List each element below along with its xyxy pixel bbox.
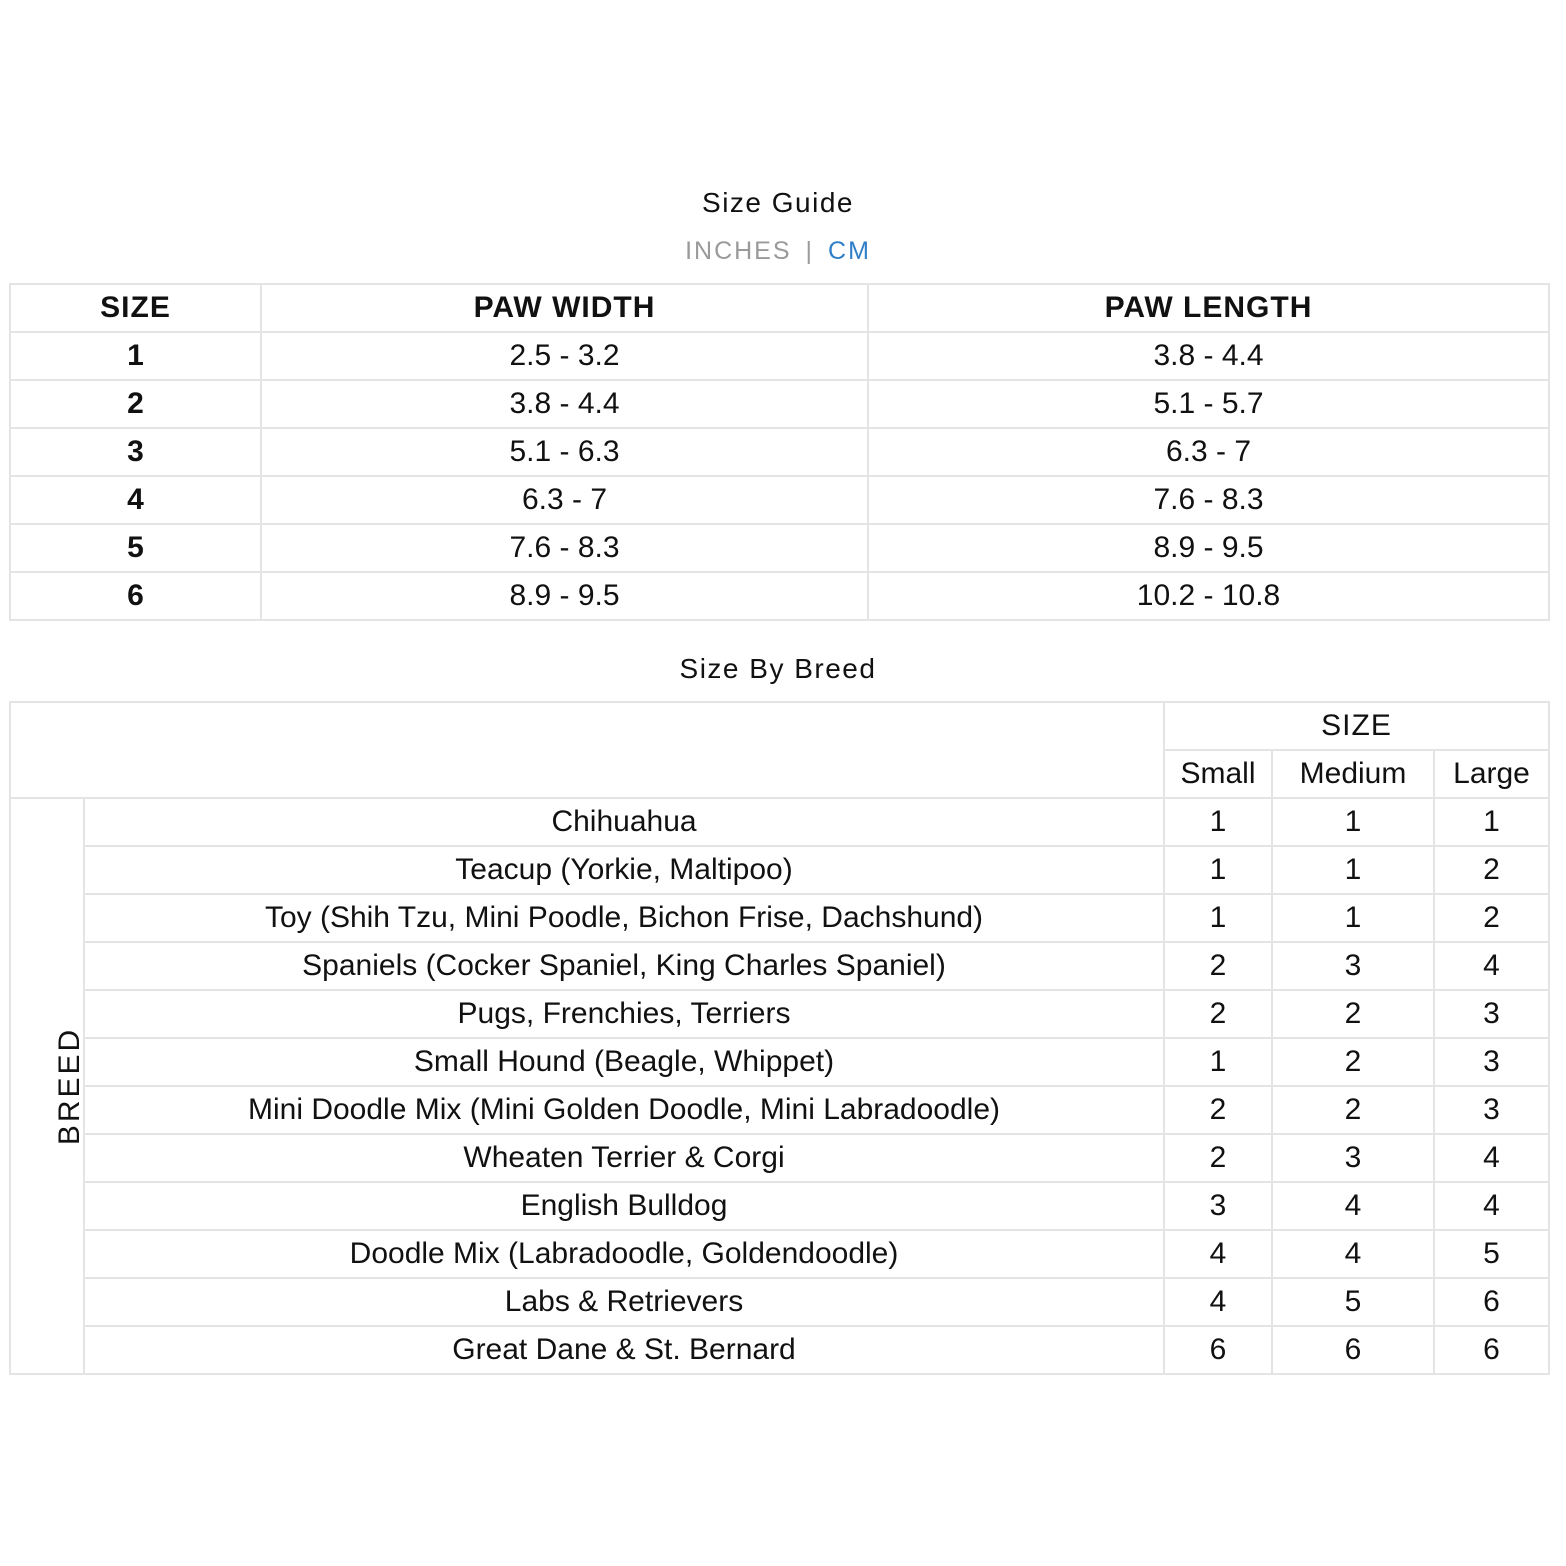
large-size-cell: 4: [1434, 1134, 1549, 1182]
breed-group-label-cell: [10, 798, 87, 1374]
paw-length-cell: 3.8 - 4.4: [868, 332, 1549, 380]
size-guide-title: Size Guide: [702, 187, 854, 218]
small-size-cell: 2: [1164, 1086, 1272, 1134]
small-size-cell: 6: [1164, 1326, 1272, 1374]
breed-name-cell: Spaniels (Cocker Spaniel, King Charles Spaniel): [84, 942, 1164, 990]
breed-name-cell: Doodle Mix (Labradoodle, Goldendoodle): [84, 1230, 1164, 1278]
breed-name-cell: Labs & Retrievers: [84, 1278, 1164, 1326]
breed-size-group-row: [10, 702, 1549, 750]
small-size-cell: 2: [1164, 942, 1272, 990]
breed-name-cell: Small Hound (Beagle, Whippet): [84, 1038, 1164, 1086]
size-group-header: SIZE: [1164, 702, 1549, 750]
table-row: [10, 476, 1549, 524]
table-row: [10, 942, 1549, 990]
large-size-cell: 3: [1434, 990, 1549, 1038]
medium-size-cell: 2: [1272, 1086, 1434, 1134]
size-cell: 3: [10, 428, 261, 476]
medium-size-cell: 5: [1272, 1278, 1434, 1326]
unit-toggle: [0, 237, 1556, 266]
table-row: [10, 572, 1549, 620]
breed-name-cell: Pugs, Frenchies, Terriers: [84, 990, 1164, 1038]
medium-size-cell: 1: [1272, 846, 1434, 894]
small-size-cell: 3: [1164, 1182, 1272, 1230]
large-size-cell: 6: [1434, 1278, 1549, 1326]
medium-size-cell: 2: [1272, 1038, 1434, 1086]
unit-inches-link[interactable]: INCHES: [685, 237, 792, 265]
paw-length-cell: 8.9 - 9.5: [868, 524, 1549, 572]
small-size-cell: 1: [1164, 798, 1272, 846]
medium-size-cell: 1: [1272, 894, 1434, 942]
paw-length-cell: 6.3 - 7: [868, 428, 1549, 476]
table-row: [10, 1182, 1549, 1230]
paw-width-cell: 3.8 - 4.4: [261, 380, 868, 428]
large-size-cell: 3: [1434, 1038, 1549, 1086]
table-row: [10, 894, 1549, 942]
medium-size-cell: 3: [1272, 942, 1434, 990]
breed-name-cell: Mini Doodle Mix (Mini Golden Doodle, Mini Labradoodle): [84, 1086, 1164, 1134]
table-row: [10, 1230, 1549, 1278]
large-size-cell: 5: [1434, 1230, 1549, 1278]
paw-length-cell: 5.1 - 5.7: [868, 380, 1549, 428]
column-medium: Medium: [1272, 750, 1434, 798]
paw-length-cell: 10.2 - 10.8: [868, 572, 1549, 620]
table-row: [10, 428, 1549, 476]
size-cell: 6: [10, 572, 261, 620]
column-large: Large: [1434, 750, 1549, 798]
small-size-cell: 1: [1164, 894, 1272, 942]
small-size-cell: 1: [1164, 846, 1272, 894]
large-size-cell: 2: [1434, 846, 1549, 894]
table-row: [10, 332, 1549, 380]
table-row: [10, 846, 1549, 894]
size-cell: 4: [10, 476, 261, 524]
table-row: [10, 798, 1549, 846]
table-row: [10, 1278, 1549, 1326]
medium-size-cell: 1: [1272, 798, 1434, 846]
breed-name-cell: Chihuahua: [84, 798, 1164, 846]
large-size-cell: 1: [1434, 798, 1549, 846]
large-size-cell: 4: [1434, 1182, 1549, 1230]
table-row: [10, 1038, 1549, 1086]
column-small: Small: [1164, 750, 1272, 798]
size-guide-header-row: [10, 284, 1549, 332]
table-row: [10, 380, 1549, 428]
paw-width-cell: 7.6 - 8.3: [261, 524, 868, 572]
breed-name-cell: Wheaten Terrier & Corgi: [84, 1134, 1164, 1182]
table-row: [10, 1326, 1549, 1374]
size-by-breed-table: [9, 701, 1550, 1375]
medium-size-cell: 4: [1272, 1230, 1434, 1278]
header-paw-width: PAW WIDTH: [261, 284, 868, 332]
breed-corner-cell: [10, 702, 1164, 798]
breed-name-cell: Great Dane & St. Bernard: [84, 1326, 1164, 1374]
large-size-cell: 6: [1434, 1326, 1549, 1374]
size-cell: 1: [10, 332, 261, 380]
table-row: [10, 524, 1549, 572]
medium-size-cell: 2: [1272, 990, 1434, 1038]
header-size: SIZE: [10, 284, 261, 332]
size-cell: 5: [10, 524, 261, 572]
paw-width-cell: 5.1 - 6.3: [261, 428, 868, 476]
large-size-cell: 3: [1434, 1086, 1549, 1134]
unit-separator: |: [805, 237, 815, 265]
medium-size-cell: 4: [1272, 1182, 1434, 1230]
medium-size-cell: 3: [1272, 1134, 1434, 1182]
table-row: [10, 1134, 1549, 1182]
large-size-cell: 4: [1434, 942, 1549, 990]
small-size-cell: 4: [1164, 1278, 1272, 1326]
paw-length-cell: 7.6 - 8.3: [868, 476, 1549, 524]
breed-name-cell: Teacup (Yorkie, Maltipoo): [84, 846, 1164, 894]
size-guide-table: [9, 283, 1550, 621]
header-paw-length: PAW LENGTH: [868, 284, 1549, 332]
table-row: [10, 990, 1549, 1038]
unit-cm-link[interactable]: CM: [828, 237, 871, 265]
small-size-cell: 2: [1164, 1134, 1272, 1182]
table-row: [10, 1086, 1549, 1134]
small-size-cell: 1: [1164, 1038, 1272, 1086]
small-size-cell: 2: [1164, 990, 1272, 1038]
large-size-cell: 2: [1434, 894, 1549, 942]
medium-size-cell: 6: [1272, 1326, 1434, 1374]
breed-name-cell: English Bulldog: [84, 1182, 1164, 1230]
size-cell: 2: [10, 380, 261, 428]
breed-group-label: BREED: [53, 1026, 87, 1146]
breed-name-cell: Toy (Shih Tzu, Mini Poodle, Bichon Frise, Dachshund): [84, 894, 1164, 942]
size-by-breed-title: Size By Breed: [679, 653, 877, 684]
paw-width-cell: 8.9 - 9.5: [261, 572, 868, 620]
paw-width-cell: 2.5 - 3.2: [261, 332, 868, 380]
paw-width-cell: 6.3 - 7: [261, 476, 868, 524]
small-size-cell: 4: [1164, 1230, 1272, 1278]
